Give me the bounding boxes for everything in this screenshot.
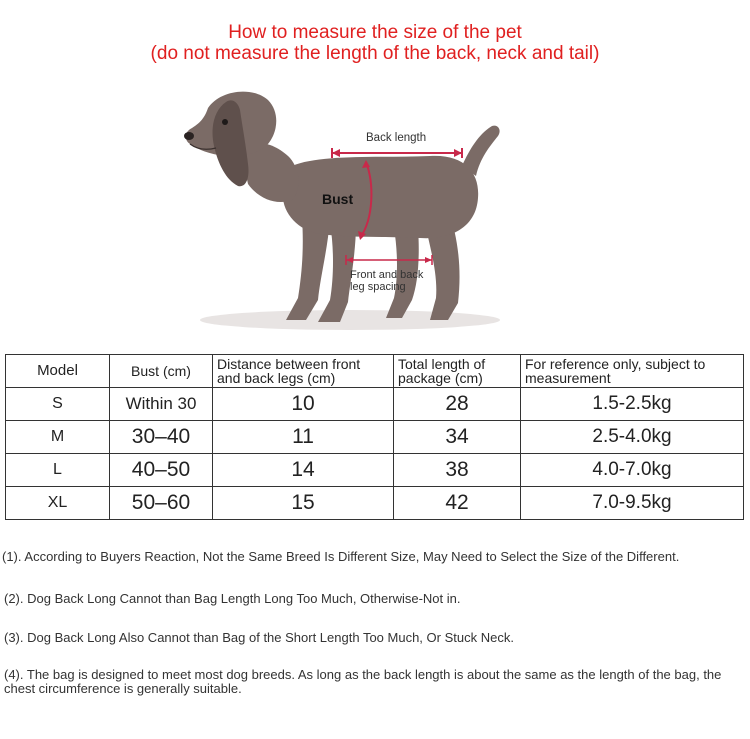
cell-weight: 4.0-7.0kg (521, 454, 744, 487)
dog-measurement-diagram (180, 88, 510, 338)
dog-illustration (180, 88, 510, 338)
cell-bust: 50–60 (110, 487, 213, 520)
header-model: Model (6, 355, 110, 388)
cell-total: 34 (394, 421, 521, 454)
table-row (6, 421, 744, 454)
title-line-1: How to measure the size of the pet (228, 22, 522, 43)
cell-total: 38 (394, 454, 521, 487)
title-line-2: (do not measure the length of the back, neck and tail) (150, 43, 600, 64)
cell-distance: 10 (213, 388, 394, 421)
header-total-line-2: package (cm) (398, 370, 483, 386)
dog-nose (184, 132, 194, 140)
header-total-line-1: Total length of (398, 356, 486, 372)
table-row (6, 388, 744, 421)
cell-distance: 14 (213, 454, 394, 487)
cell-bust: 30–40 (110, 421, 213, 454)
dog-shadow (200, 310, 500, 330)
table-row (6, 454, 744, 487)
dog-tail (462, 126, 500, 176)
bust-label: Bust (322, 191, 354, 207)
page-title (0, 22, 750, 64)
cell-total: 42 (394, 487, 521, 520)
header-bust: Bust (cm) (110, 355, 213, 388)
cell-model: S (6, 388, 110, 421)
cell-weight: 7.0-9.5kg (521, 487, 744, 520)
header-reference-line-2: measurement (525, 370, 611, 386)
cell-weight: 2.5-4.0kg (521, 421, 744, 454)
cell-bust: 40–50 (110, 454, 213, 487)
header-total-length (394, 355, 521, 388)
cell-distance: 11 (213, 421, 394, 454)
cell-total: 28 (394, 388, 521, 421)
size-table (5, 354, 744, 520)
note-4: (4). The bag is designed to meet most dog breeds. As long as the back length is about the same as the length of the bag, the chest circumference is generally suitable. (4, 667, 722, 696)
note-1: (1). According to Buyers Reaction, Not the Same Breed Is Different Size, May Need to Select the Size of the Different. (2, 549, 680, 564)
table-row (6, 487, 744, 520)
header-distance (213, 355, 394, 388)
cell-weight: 1.5-2.5kg (521, 388, 744, 421)
header-reference (521, 355, 744, 388)
cell-distance: 15 (213, 487, 394, 520)
header-distance-line-1: Distance between front (217, 356, 361, 372)
header-reference-line-1: For reference only, subject to (525, 356, 706, 372)
table-header-row (6, 355, 744, 388)
leg-spacing-label-1: Front and back (350, 269, 424, 281)
cell-model: L (6, 454, 110, 487)
note-2: (2). Dog Back Long Cannot than Bag Length Long Too Much, Otherwise-Not in. (4, 591, 461, 606)
dog-body (283, 156, 478, 238)
dog-eye (222, 119, 228, 125)
leg-spacing-label-2: leg spacing (350, 281, 406, 293)
header-distance-line-2: and back legs (cm) (217, 370, 336, 386)
cell-model: M (6, 421, 110, 454)
cell-bust: Within 30 (110, 388, 213, 421)
back-length-label: Back length (366, 132, 427, 144)
cell-model: XL (6, 487, 110, 520)
note-3: (3). Dog Back Long Also Cannot than Bag of the Short Length Too Much, Or Stuck Neck. (4, 630, 514, 645)
